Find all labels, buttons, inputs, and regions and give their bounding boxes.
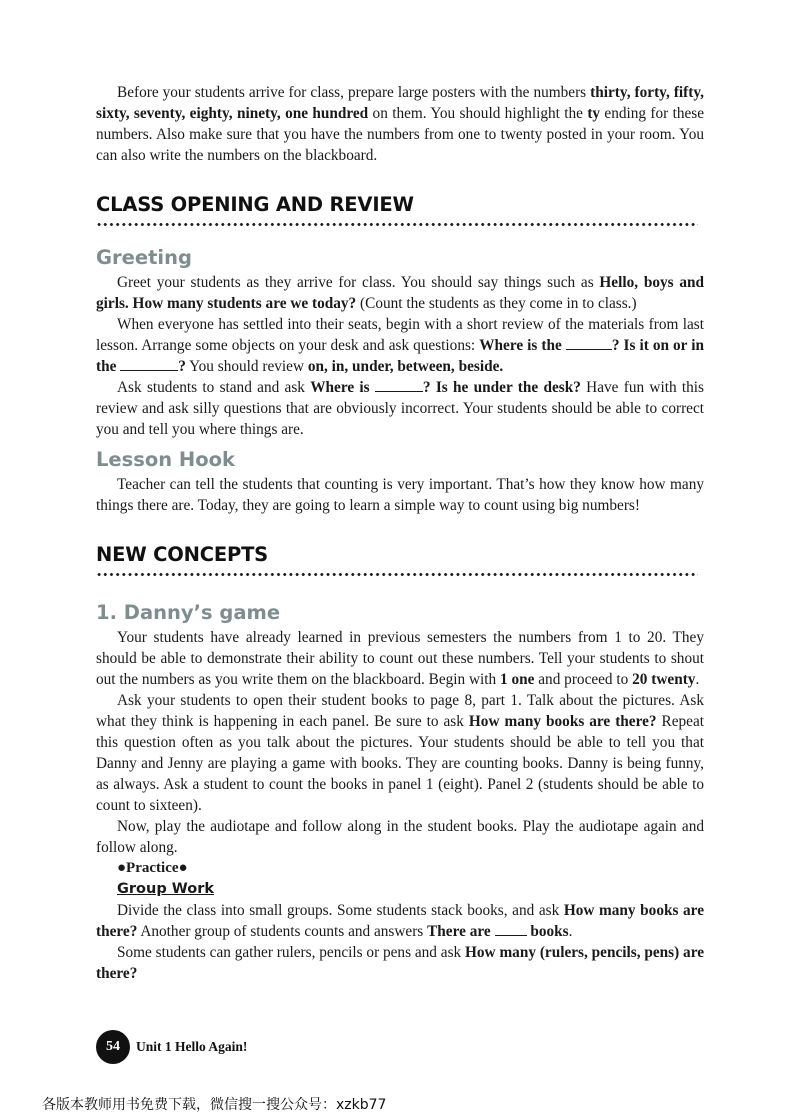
greeting-paragraph-3: Ask students to stand and ask Where is ? Is he under the desk? Have fun with this review and ask silly questions that are obviously incorrect. Your students should be able to correct you and tell you where things are. bbox=[96, 379, 704, 438]
page-footer bbox=[96, 1030, 247, 1064]
group-work-label: Group Work bbox=[117, 881, 214, 897]
fill-in-blank bbox=[120, 356, 178, 371]
greeting-paragraph-1: Greet your students as they arrive for class. You should say things such as Hello, boys and girls. How many students are we today? (Count the students as they come in to class.) bbox=[96, 274, 704, 312]
practice-label: ●Practice● bbox=[117, 860, 188, 876]
group-work-paragraph-2: Some students can gather rulers, pencils or pens and ask How many (rulers, pencils, pens) are there? bbox=[96, 944, 704, 982]
fill-in-blank bbox=[566, 335, 612, 350]
page-number-badge: 54 bbox=[96, 1030, 130, 1064]
watermark-text: 各版本教师用书免费下载，微信搜一搜公众号：xzkb77 bbox=[42, 1097, 387, 1113]
section-heading-new-concepts: NEW CONCEPTS bbox=[96, 542, 704, 577]
subheading-dannys-game: 1. Danny’s game bbox=[96, 601, 281, 624]
subheading-lesson-hook: Lesson Hook bbox=[96, 448, 236, 471]
intro-paragraph: Before your students arrive for class, prepare large posters with the numbers thirty, forty, fifty, sixty, seventy, eighty, ninety, one hundred on them. You should highlight the ty ending for these numbers. Also make sure that you have the numbers from one to twenty posted in your room. You can also write the numbers on the blackboard. bbox=[96, 84, 705, 164]
unit-label: Unit 1 Hello Again! bbox=[136, 1039, 248, 1054]
group-work-paragraph-1: Divide the class into small groups. Some students stack books, and ask How many books are there? Another group of students counts and answers There are books. bbox=[96, 902, 704, 940]
dannys-game-paragraph-3: Now, play the audiotape and follow along in the student books. Play the audiotape again and follow along. bbox=[96, 818, 704, 856]
lesson-hook-paragraph: Teacher can tell the students that counting is very important. That’s how they know how many things there are. Today, they are going to learn a simple way to count using big numbers! bbox=[96, 476, 704, 514]
fill-in-blank bbox=[495, 921, 527, 936]
section-heading-class-opening: CLASS OPENING AND REVIEW bbox=[96, 192, 704, 227]
fill-in-blank bbox=[375, 377, 423, 392]
dannys-game-paragraph-1: Your students have already learned in previous semesters the numbers from 1 to 20. They should be able to demonstrate their ability to count out these numbers. Tell your students to shout out the numbers as you write them on the blackboard. Begin with 1 one and proceed to 20 twenty. bbox=[96, 629, 704, 688]
dannys-game-paragraph-2: Ask your students to open their student books to page 8, part 1. Talk about the pictures. Ask what they think is happening in each panel. Be sure to ask How many books are there? Repeat this question often as you talk about the pictures. Your students should be able to tell you that Danny and Jenny are playing a game with books. They are counting books. Danny is being funny, as always. Ask a student to count the books in panel 1 (eight). Panel 2 (students should be able to count to sixteen). bbox=[96, 692, 705, 814]
greeting-paragraph-2: When everyone has settled into their seats, begin with a short review of the materials from last lesson. Arrange some objects on your desk and ask questions: Where is the ? Is it on or in the ? You should review on, in, under, between, beside. bbox=[96, 316, 704, 375]
subheading-greeting: Greeting bbox=[96, 246, 192, 269]
page-content bbox=[96, 82, 704, 984]
